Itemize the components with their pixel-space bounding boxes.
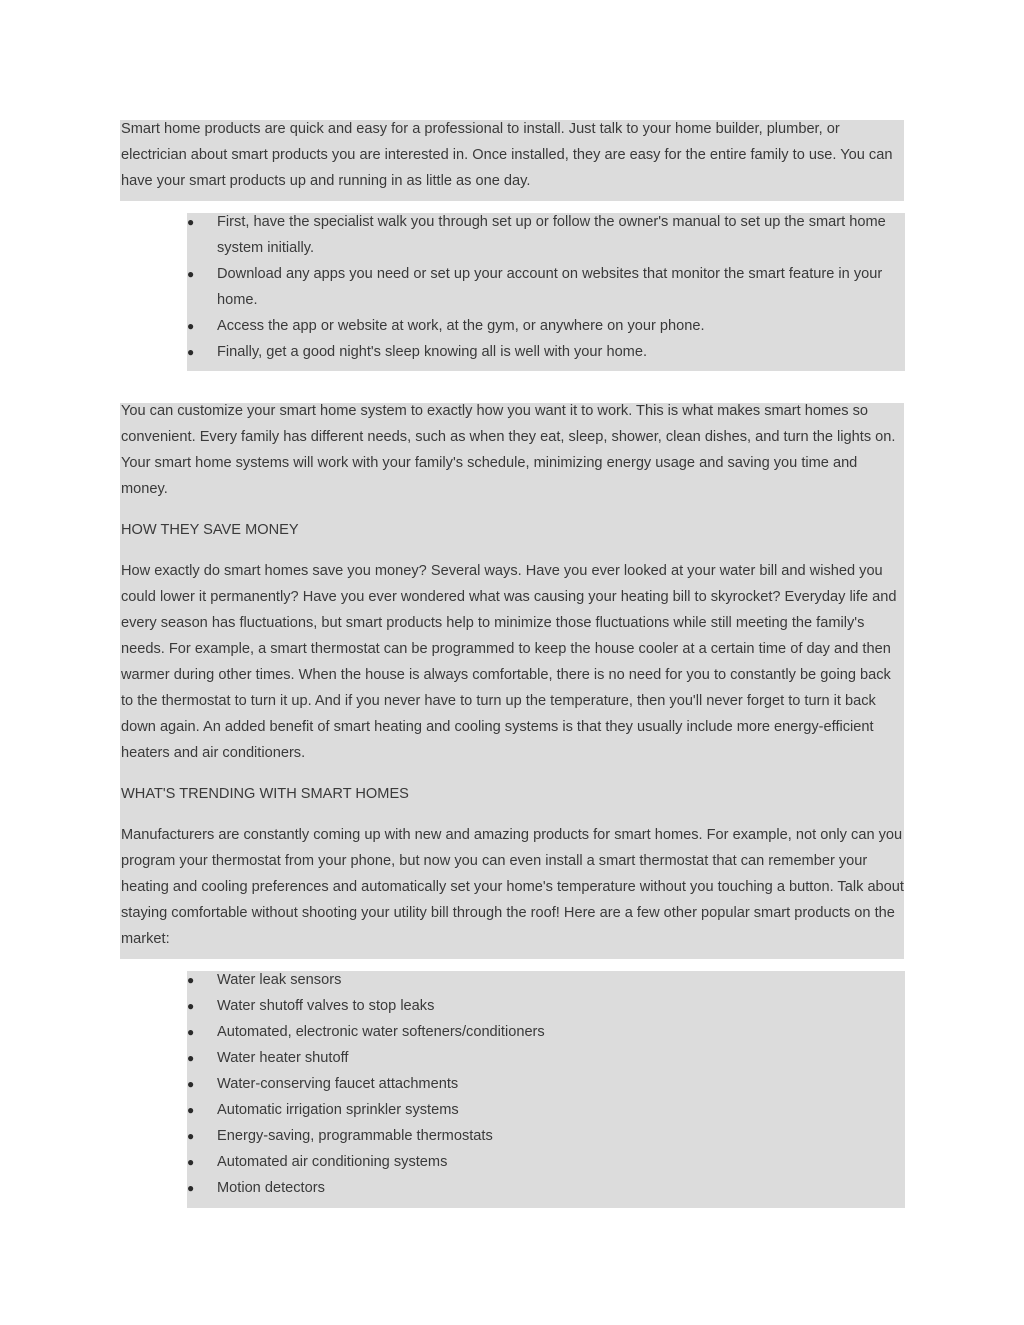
save-money-heading: HOW THEY SAVE MONEY [121, 522, 299, 538]
bullet-icon: ● [187, 1129, 195, 1143]
setup-step-item-text: First, have the specialist walk you through set up or follow the owner's manual to set up the smart home system initially. [217, 214, 886, 256]
product-item-text: Energy-saving, programmable thermostats [217, 1128, 493, 1144]
product-item-text: Automatic irrigation sprinkler systems [217, 1102, 459, 1118]
bullet-icon: ● [187, 267, 195, 281]
setup-step-item [187, 209, 905, 261]
bullet-icon: ● [187, 1051, 195, 1065]
bullet-icon: ● [187, 1103, 195, 1117]
setup-step-item-text: Finally, get a good night's sleep knowing all is well with your home. [217, 344, 648, 360]
trending-paragraph: Manufacturers are constantly coming up with new and amazing products for smart homes. For example, not only can you program your thermostat from your phone, but now you can even install a smart thermostat that can remember your heating and cooling preferences and automatically set your home's temperature without you touching a button. Talk about staying comfortable without shooting your utility bill through the roof! Here are a few other popular smart products on the market: [121, 827, 904, 947]
bullet-icon: ● [187, 1155, 195, 1169]
setup-step-item-text: Download any apps you need or set up your account on websites that monitor the smart feature in your home. [217, 266, 883, 308]
product-item [187, 1123, 905, 1149]
product-item-text: Automated, electronic water softeners/conditioners [217, 1024, 545, 1040]
product-item [187, 1149, 905, 1175]
bullet-icon: ● [187, 215, 195, 229]
save-money-paragraph: How exactly do smart homes save you money? Several ways. Have you ever looked at your water bill and wished you could lower it permanently? Have you ever wondered what was causing your heating bill to skyrocket? Everyday life and every season has fluctuations, but smart products help to minimize those fluctuations while still meeting the family's needs. For example, a smart thermostat can be programmed to keep the house cooler at a certain time of day and then warmer during other times. When the house is always comfortable, there is no need for you to constantly be going back to the thermostat to turn it up. And if you never have to turn up the temperature, then you'll never forget to turn it back down again. An added benefit of smart heating and cooling systems is that they usually include more energy-efficient heaters and air conditioners. [121, 563, 897, 761]
product-item [187, 1097, 905, 1123]
product-item-text: Water heater shutoff [217, 1050, 349, 1066]
smart-products-list [187, 967, 905, 1201]
bullet-icon: ● [187, 1077, 195, 1091]
setup-step-item [187, 339, 905, 365]
product-item-text: Water shutoff valves to stop leaks [217, 998, 435, 1014]
product-item [187, 1175, 905, 1201]
product-item-text: Water leak sensors [217, 972, 342, 988]
product-item-text: Automated air conditioning systems [217, 1154, 448, 1170]
setup-steps-list [187, 209, 905, 365]
product-item-text: Motion detectors [217, 1180, 325, 1196]
product-item [187, 1045, 905, 1071]
setup-step-item [187, 261, 905, 313]
bullet-icon: ● [187, 319, 195, 333]
bullet-icon: ● [187, 345, 195, 359]
customize-paragraph: You can customize your smart home system to exactly how you want it to work. This is what makes smart homes so convenient. Every family has different needs, such as when they eat, sleep, shower, clean dishes, and turn the lights on. Your smart home systems will work with your family's schedule, minimizing energy usage and saving you time and money. [121, 403, 896, 497]
trending-heading: WHAT'S TRENDING WITH SMART HOMES [121, 786, 409, 802]
product-item-text: Water-conserving faucet attachments [217, 1076, 459, 1092]
intro-paragraph: Smart home products are quick and easy for a professional to install. Just talk to your home builder, plumber, or electrician about smart products you are interested in. Once installed, they are easy for the entire family to use. You can have your smart products up and running in as little as one day. [121, 121, 893, 189]
bullet-icon: ● [187, 999, 195, 1013]
bullet-icon: ● [187, 1181, 195, 1195]
product-item [187, 1019, 905, 1045]
product-item [187, 967, 905, 993]
bullet-icon: ● [187, 1025, 195, 1039]
product-item [187, 993, 905, 1019]
bullet-icon: ● [187, 973, 195, 987]
product-item [187, 1071, 905, 1097]
setup-step-item [187, 313, 905, 339]
setup-step-item-text: Access the app or website at work, at the gym, or anywhere on your phone. [217, 318, 705, 334]
